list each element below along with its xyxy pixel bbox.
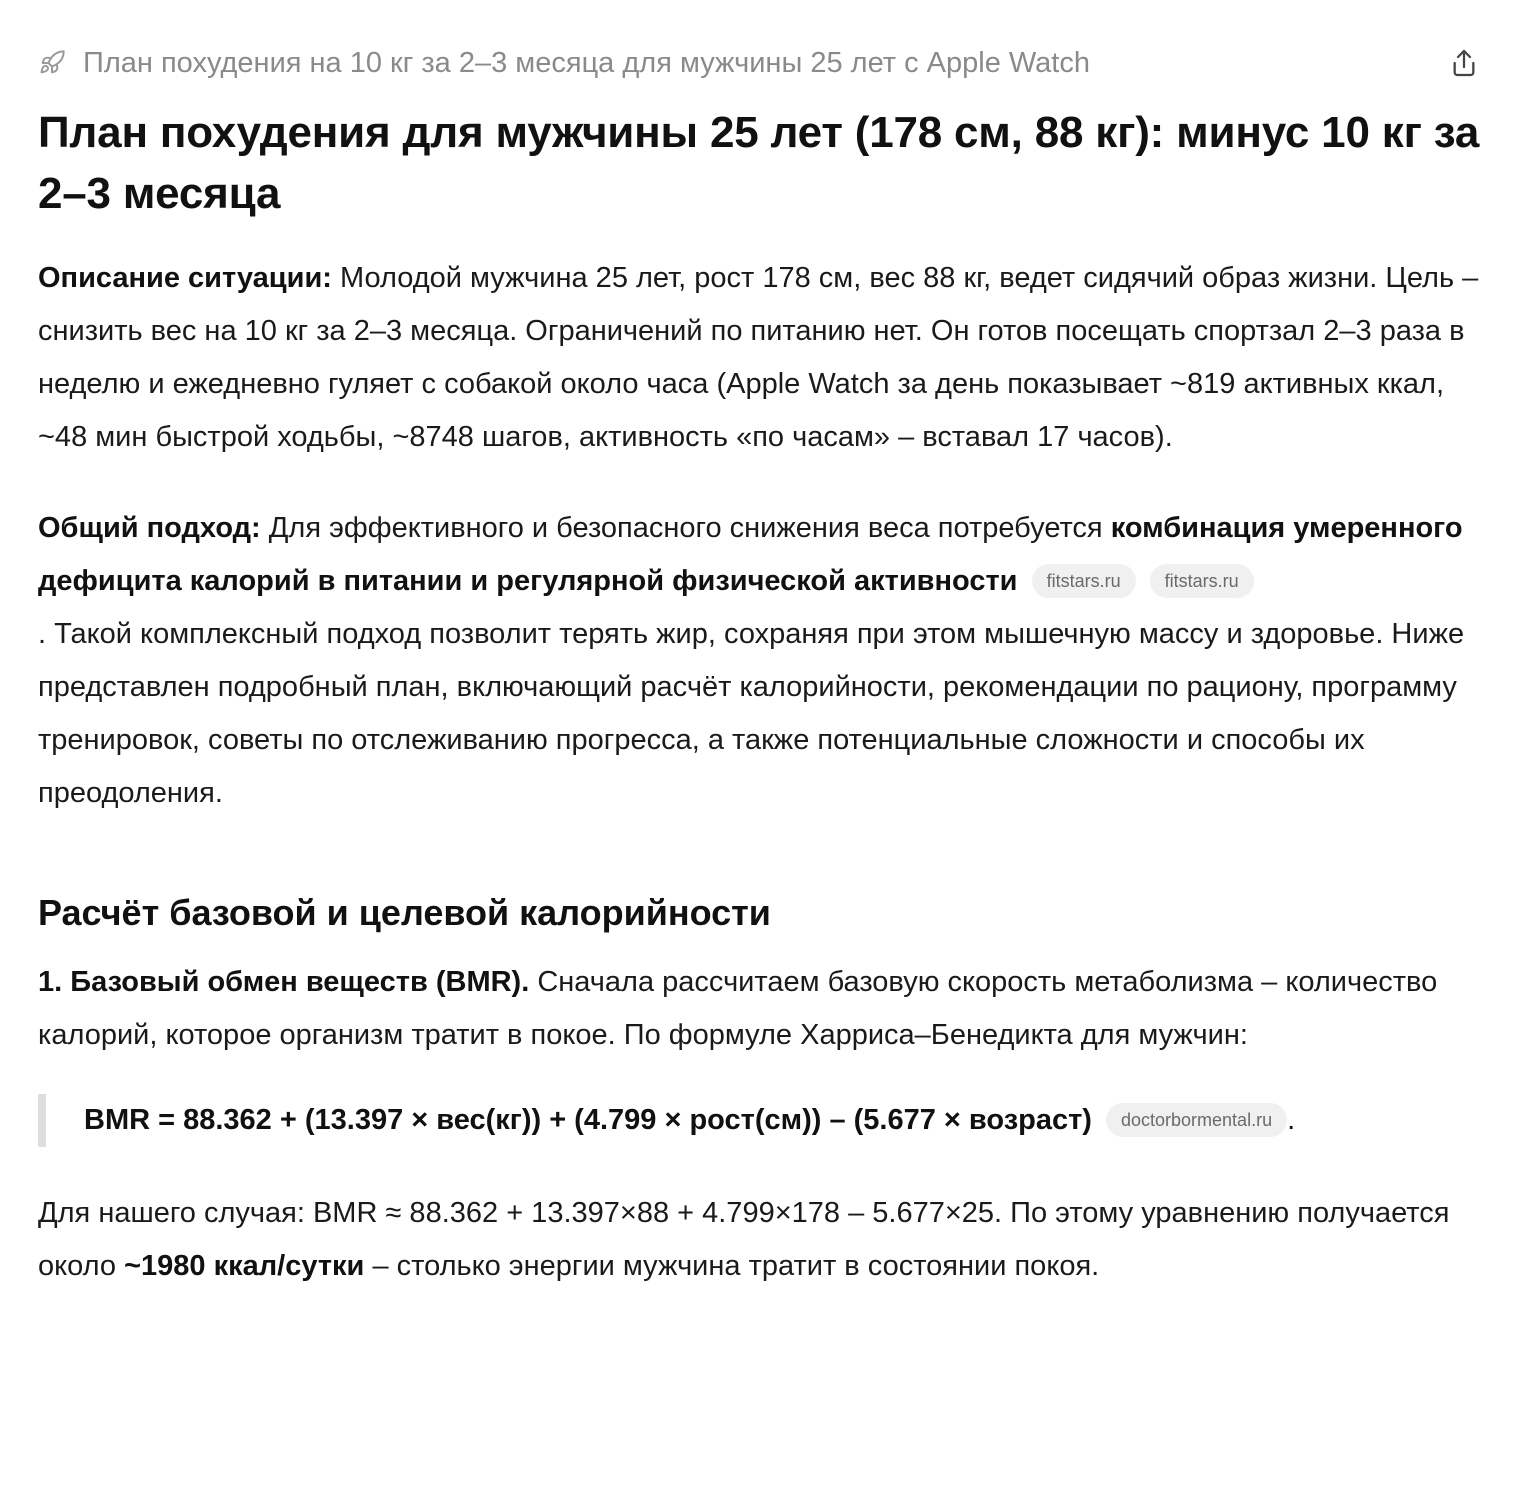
article — [38, 102, 1488, 1293]
calc-text: Для нашего случая: BMR ≈ 88.362 + 13.397×88 + 4.799×178 – 5.677×25. По этому уравнению получается около — [38, 1197, 1450, 1282]
situation-label: Описание ситуации: — [38, 262, 332, 294]
situation-paragraph — [38, 252, 1488, 464]
source-chip-fitstars-2[interactable]: fitstars.ru — [1150, 564, 1254, 598]
approach-paragraph — [38, 502, 1488, 820]
source-chip-doctorbormental[interactable]: doctorbormental.ru — [1106, 1103, 1287, 1137]
situation-text: Молодой мужчина 25 лет, рост 178 см, вес 88 кг, ведет сидячий образ жизни. Цель – снизить вес на 10 кг за 2–3 месяца. Ограничений по питанию нет. Он готов посещать спортзал 2–3 раза в неделю и ежедневно гуляет с собакой около часа (Apple Watch за день показывает ~819 активных ккал, ~48 мин быстрой ходьбы, ~8748 шагов, активность «по часам» – вставал 17 часов). — [38, 262, 1479, 453]
approach-text: Для эффективного и безопасного снижения веса потребуется — [260, 512, 1111, 544]
share-icon — [1448, 47, 1480, 79]
formula-quote — [38, 1094, 1488, 1147]
section-heading: Расчёт базовой и целевой калорийности — [38, 892, 771, 933]
bmr-text: Сначала рассчитаем базовую скорость метаболизма – количество калорий, которое организм тратит в покое. По формуле Харриса–Бенедикта для мужчин: — [38, 966, 1438, 1051]
calc-paragraph — [38, 1187, 1488, 1293]
query-title: План похудения на 10 кг за 2–3 месяца для мужчины 25 лет с Apple Watch — [83, 46, 1090, 79]
formula-text: BMR = 88.362 + (13.397 × вес(кг)) + (4.799 × рост(см)) – (5.677 × возраст) — [84, 1104, 1092, 1136]
share-button[interactable] — [1446, 45, 1482, 81]
rocket-icon — [38, 49, 66, 77]
approach-text-continued: . Такой комплексный подход позволит терять жир, сохраняя при этом мышечную массу и здоровье. Ниже представлен подробный план, включающий расчёт калорийности, рекомендации по рациону, программу тренировок, советы по отслеживанию прогресса, а также потенциальные сложности и способы их преодоления. — [38, 618, 1465, 809]
bmr-label: 1. Базовый обмен веществ (BMR). — [38, 966, 530, 998]
article-title: План похудения для мужчины 25 лет (178 см, 88 кг): минус 10 кг за 2–3 месяца — [38, 108, 1480, 218]
bmr-paragraph — [38, 956, 1488, 1062]
formula-period: . — [1287, 1104, 1296, 1136]
calc-text-after: – столько энергии мужчина тратит в состоянии покоя. — [364, 1250, 1100, 1282]
approach-highlight: комбинация умеренного дефицита калорий в питании и регулярной физической активности — [38, 512, 1463, 597]
approach-label: Общий подход: — [38, 512, 261, 544]
query-header — [38, 40, 1482, 86]
source-chip-fitstars-1[interactable]: fitstars.ru — [1032, 564, 1136, 598]
calc-result: ~1980 ккал/сутки — [124, 1250, 365, 1282]
